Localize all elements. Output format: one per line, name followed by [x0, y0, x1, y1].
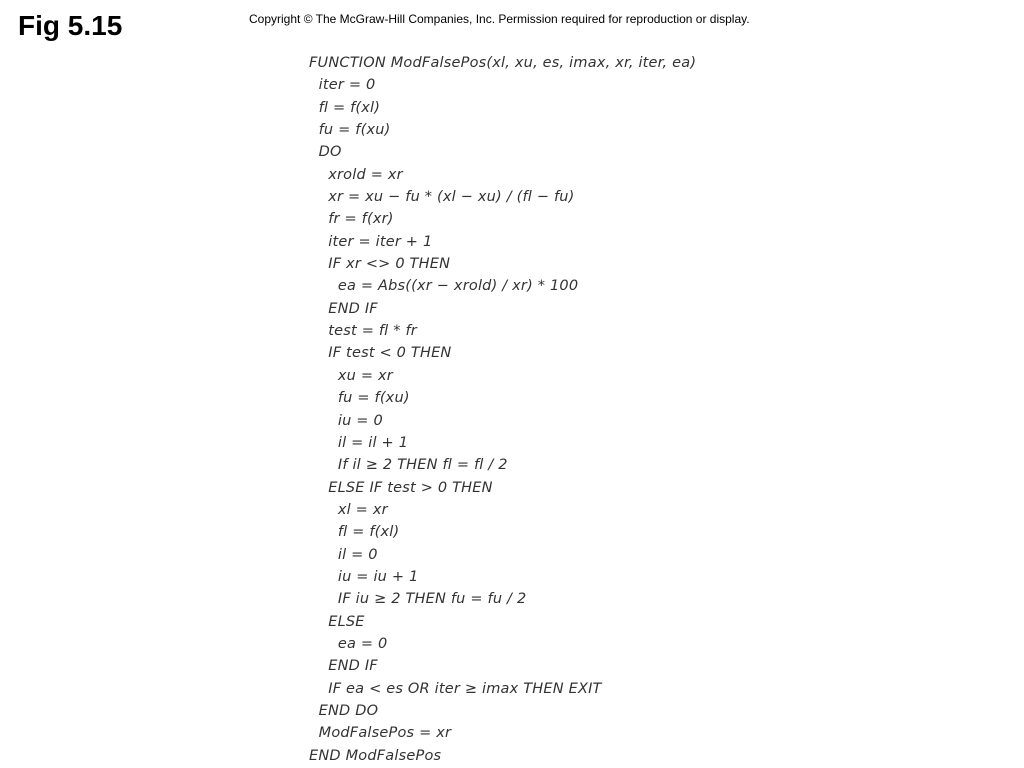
code-line: END DO [309, 702, 379, 719]
code-line: IF iu ≥ 2 THEN fu = fu / 2 [309, 591, 527, 608]
code-line: iter = 0 [309, 77, 376, 94]
code-line-function-header: FUNCTION ModFalsePos(xl, xu, es, imax, xr, iter, ea) [309, 55, 697, 71]
code-line: ea = Abs((xr − xrold) / xr) * 100 [309, 278, 579, 295]
code-line: ELSE IF test > 0 THEN [309, 479, 493, 496]
code-line: il = il + 1 [309, 434, 409, 451]
code-line: IF xr <> 0 THEN [309, 256, 451, 273]
code-line: fl = f(xl) [309, 524, 400, 541]
code-line: test = fl * fr [309, 323, 417, 340]
figure-title: Fig 5.15 [18, 10, 123, 41]
code-line: fu = f(xu) [309, 390, 410, 407]
code-line: iu = 0 [309, 412, 383, 429]
code-line: ModFalsePos = xr [309, 725, 452, 742]
code-line: IF ea < es OR iter ≥ imax THEN EXIT [309, 680, 602, 697]
code-line: fu = f(xu) [309, 122, 391, 139]
code-line: xrold = xr [309, 166, 403, 183]
code-line: iter = iter + 1 [309, 233, 433, 250]
code-line: fl = f(xl) [309, 99, 381, 116]
code-line: iu = iu + 1 [309, 568, 419, 585]
code-line: fr = f(xr) [309, 211, 394, 228]
code-line: xl = xr [309, 501, 388, 518]
code-line-function-end: END ModFalsePos [309, 747, 442, 764]
code-line: END IF [309, 658, 378, 675]
code-line: xu = xr [309, 367, 393, 384]
copyright-notice: Copyright © The McGraw-Hill Companies, Inc. Permission required for reproduction or display. [249, 12, 750, 26]
code-line: DO [309, 144, 342, 161]
code-line: xr = xu − fu * (xl − xu) / (fl − fu) [309, 189, 575, 206]
code-line: ELSE [309, 613, 365, 630]
code-line: IF test < 0 THEN [309, 345, 452, 362]
pseudocode-listing [309, 52, 696, 767]
code-line: ea = 0 [309, 635, 388, 652]
code-line: il = 0 [309, 546, 378, 563]
code-line: If il ≥ 2 THEN fl = fl / 2 [309, 457, 508, 474]
code-line: END IF [309, 300, 378, 317]
